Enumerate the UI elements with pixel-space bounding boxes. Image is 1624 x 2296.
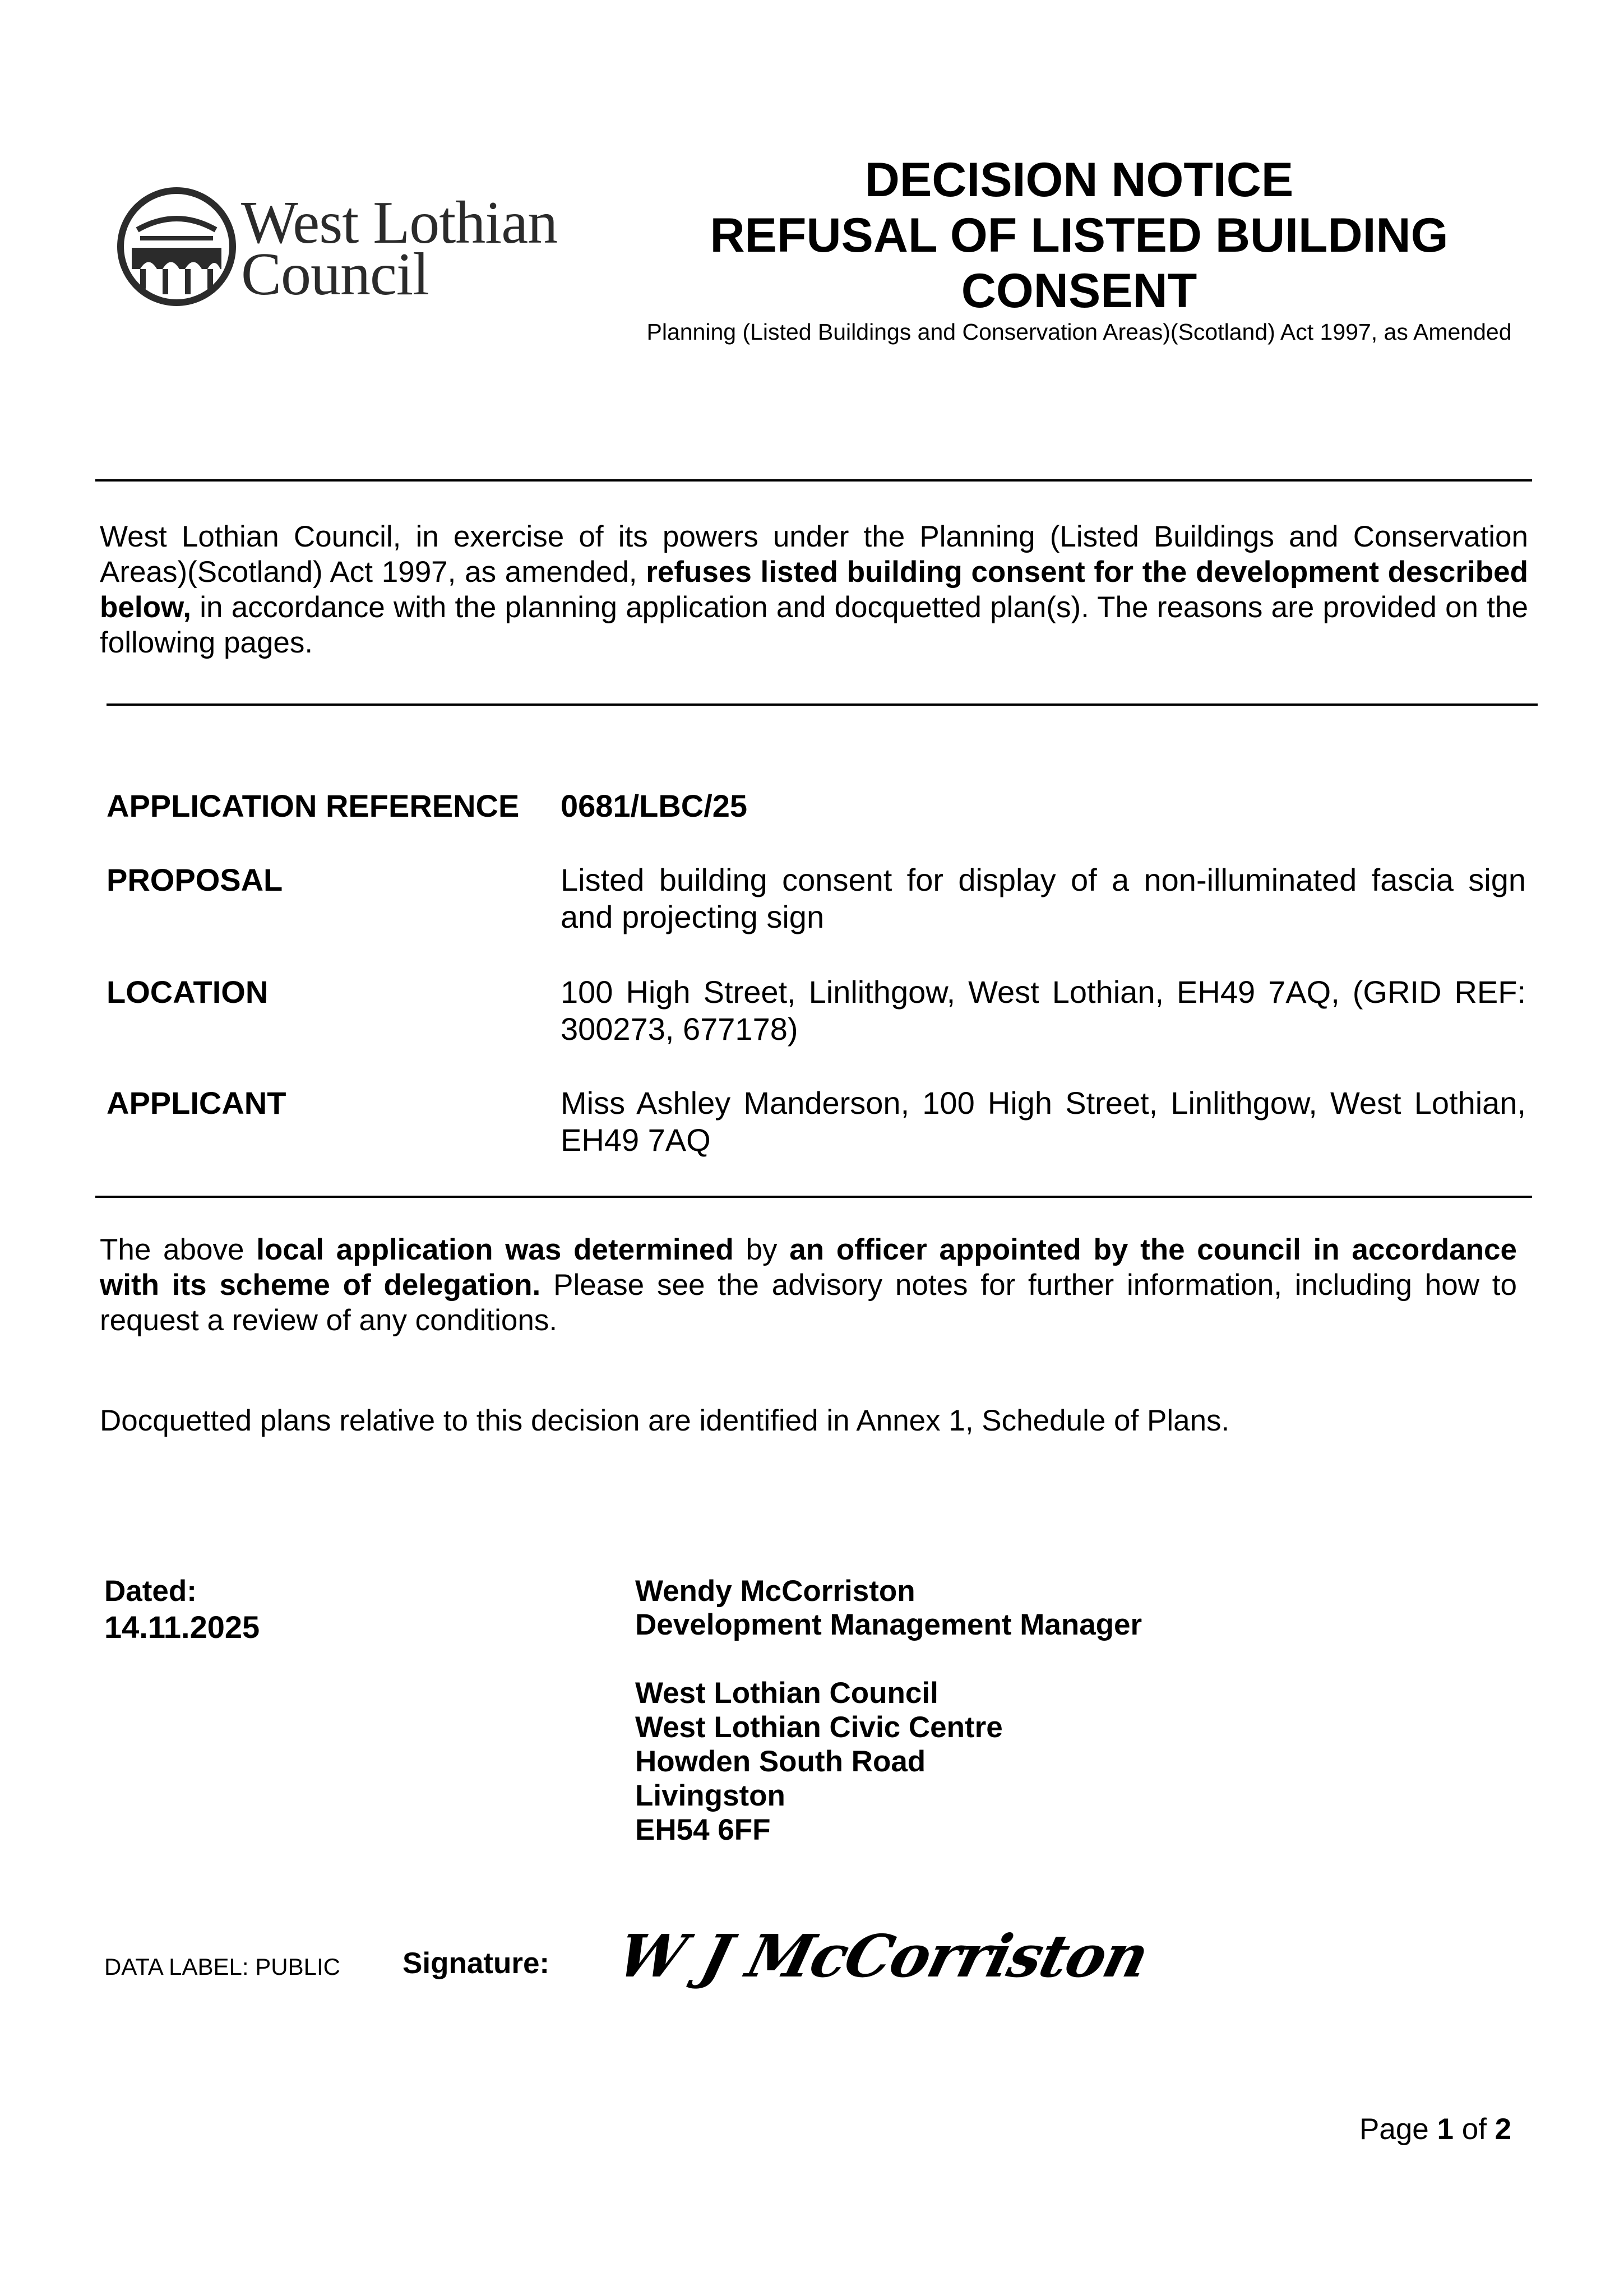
legislation-subtitle: Planning (Listed Buildings and Conservation Areas)(Scotland) Act 1997, as Amended [646, 319, 1512, 345]
divider-middle [107, 703, 1538, 706]
signature-label: Signature: [402, 1947, 550, 1980]
address-line-4: Livingston [635, 1779, 785, 1812]
reference-value: 0681/LBC/25 [561, 788, 748, 823]
intro-paragraph [100, 519, 1528, 660]
officer-name: Wendy McCorriston [635, 1575, 915, 1608]
location-label: LOCATION [107, 974, 269, 1010]
page-prefix: Page [1359, 2113, 1437, 2146]
proposal-label: PROPOSAL [107, 862, 283, 897]
divider-top [95, 479, 1532, 482]
dated-value: 14.11.2025 [104, 1609, 260, 1645]
officer-title: Development Management Manager [635, 1608, 1142, 1641]
docquetted-note: Docquetted plans relative to this decision are identified in Annex 1, Schedule of Plans. [100, 1404, 1230, 1437]
logo-line-1: West Lothian [241, 189, 558, 256]
logo-line-2: Council [241, 241, 429, 308]
dated-label: Dated: [104, 1575, 197, 1608]
determination-text-2: by [733, 1233, 790, 1266]
address-line-3: Howden South Road [635, 1745, 926, 1778]
reference-label: APPLICATION REFERENCE [107, 788, 520, 823]
determination-paragraph [100, 1232, 1517, 1338]
page-number [1359, 2112, 1511, 2146]
document-title [645, 152, 1514, 319]
viaduct-emblem-icon [115, 185, 238, 308]
intro-bold-text: refuses listed building consent for the development described below, [100, 556, 1528, 624]
location-value: 100 High Street, Linlithgow, West Lothian, EH49 7AQ, (GRID REF: 300273, 677178) [561, 974, 1526, 1047]
title-line-3: CONSENT [961, 264, 1197, 318]
handwritten-signature: W J McCorriston [610, 1922, 1155, 1991]
address-line-5: EH54 6FF [635, 1813, 771, 1846]
title-line-1: DECISION NOTICE [864, 153, 1294, 207]
title-line-2: REFUSAL OF LISTED BUILDING [710, 209, 1449, 262]
page-current: 1 [1437, 2113, 1454, 2146]
determination-text-3: Please see the advisory notes for further information, including how to request a review of any conditions. [100, 1269, 1517, 1337]
address-line-1: West Lothian Council [635, 1677, 938, 1710]
council-logo [115, 185, 563, 320]
address-line-2: West Lothian Civic Centre [635, 1711, 1003, 1744]
divider-bottom [95, 1196, 1532, 1198]
determination-bold-1: local application was determined [256, 1233, 734, 1266]
applicant-label: APPLICANT [107, 1085, 286, 1121]
page-middle: of [1454, 2113, 1495, 2146]
page-total: 2 [1495, 2113, 1512, 2146]
intro-text-2: in accordance with the planning application and docquetted plan(s). The reasons are provided on the following pages. [100, 591, 1528, 659]
proposal-value: Listed building consent for display of a non-illuminated fascia sign and projecting sign [561, 862, 1526, 934]
determination-bold-2: an officer appointed by the council in accordance with its scheme of delegation. [100, 1233, 1517, 1302]
data-label: DATA LABEL: PUBLIC [104, 1954, 340, 1980]
determination-text-1: The above [100, 1233, 257, 1266]
applicant-value: Miss Ashley Manderson, 100 High Street, Linlithgow, West Lothian, EH49 7AQ [561, 1085, 1526, 1158]
intro-text-1: West Lothian Council, in exercise of its powers under the Planning (Listed Buildings and Conservation Areas)(Scotland) Act 1997, as amended, [100, 520, 1528, 589]
